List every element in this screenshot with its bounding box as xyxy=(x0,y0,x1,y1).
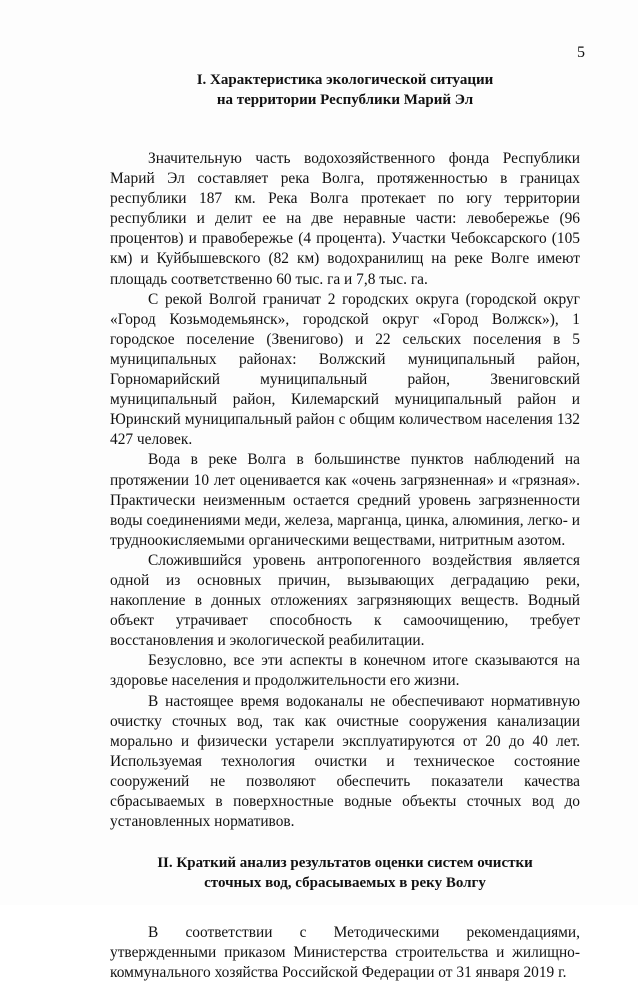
page-content xyxy=(110,70,580,983)
section-2-title xyxy=(110,853,580,893)
section-2-title-line-2: сточных вод, сбрасываемых в реку Волгу xyxy=(204,875,486,892)
spacer xyxy=(110,893,580,923)
paragraph-volga-overview: Значительную часть водохозяйственного фонда Республики Марий Эл составляет река Волга, протяженностью в границах республики 187 км. Река Волга протекает по югу территории республики и делит ее на две неравные части: левобережье (96 процентов) и правобережье (4 процента). Участки Чебоксарского (105 км) и Куйбышевского (82 км) водохранилищ на реке Волге имеют площадь соответственно 60 тыс. га и 7,8 тыс. га. xyxy=(110,150,580,288)
section-1-title xyxy=(110,70,580,110)
spacer xyxy=(110,832,580,853)
spacer xyxy=(110,110,580,149)
paragraph-bordering-municipalities: С рекой Волгой граничат 2 городских округа (городской округ «Город Козьмодемьянск», городской округ «Город Волжск»), 1 городское поселение (Звенигово) и 22 сельских поселения в 5 муниципальных районах: Волжский муниципальный район, Горномарийский муниципальный район, Звениговский муниципальный район, Килемарский муниципальный район и Юринский муниципальный район с общим количеством населения 132 427 человек. xyxy=(110,290,580,449)
paragraph-methodological-recommendations: В соответствии с Методическими рекомендациями, утвержденными приказом Министерства строительства и жилищно-коммунального хозяйства Российской Федерации от 31 января 2019 г. xyxy=(110,924,580,982)
page-number: 5 xyxy=(577,44,585,61)
paragraph-water-quality: Вода в реке Волга в большинстве пунктов наблюдений на протяжении 10 лет оценивается как «очень загрязненная» и «грязная». Практически неизменным остается средний уровень загрязненности воды соединениями меди, железа, марганца, цинка, алюминия, легко- и трудноокисляемыми органическими веществами, нитритным азотом. xyxy=(110,451,580,549)
section-1-title-line-1: I. Характеристика экологической ситуации xyxy=(196,72,494,88)
paragraph-anthropogenic-impact: Сложившийся уровень антропогенного воздействия является одной из основных причин, вызывающих деградацию реки, накопление в донных отложениях загрязняющих веществ. Водный объект утрачивает способность к самоочищению, требует восстановления и экологической реабилитации. xyxy=(110,551,580,650)
paragraph-health-impact: Безусловно, все эти аспекты в конечном итоге сказываются на здоровье населения и продолжительности его жизни. xyxy=(110,652,580,690)
paragraph-wastewater-treatment: В настоящее время водоканалы не обеспечивают нормативную очистку сточных вод, так как очистные сооружения канализации морально и физически устарели эксплуатируются от 20 до 40 лет. Используемая технология очистки и техническое состояние сооружений не позволяют обеспечить показатели качества сбрасываемых в поверхностные водные объекты сточных вод до установленных нормативов. xyxy=(110,692,580,831)
section-2-title-line-1: II. Краткий анализ результатов оценки систем очистки xyxy=(157,855,533,872)
section-1-title-line-2: на территории Республики Марий Эл xyxy=(216,92,474,108)
